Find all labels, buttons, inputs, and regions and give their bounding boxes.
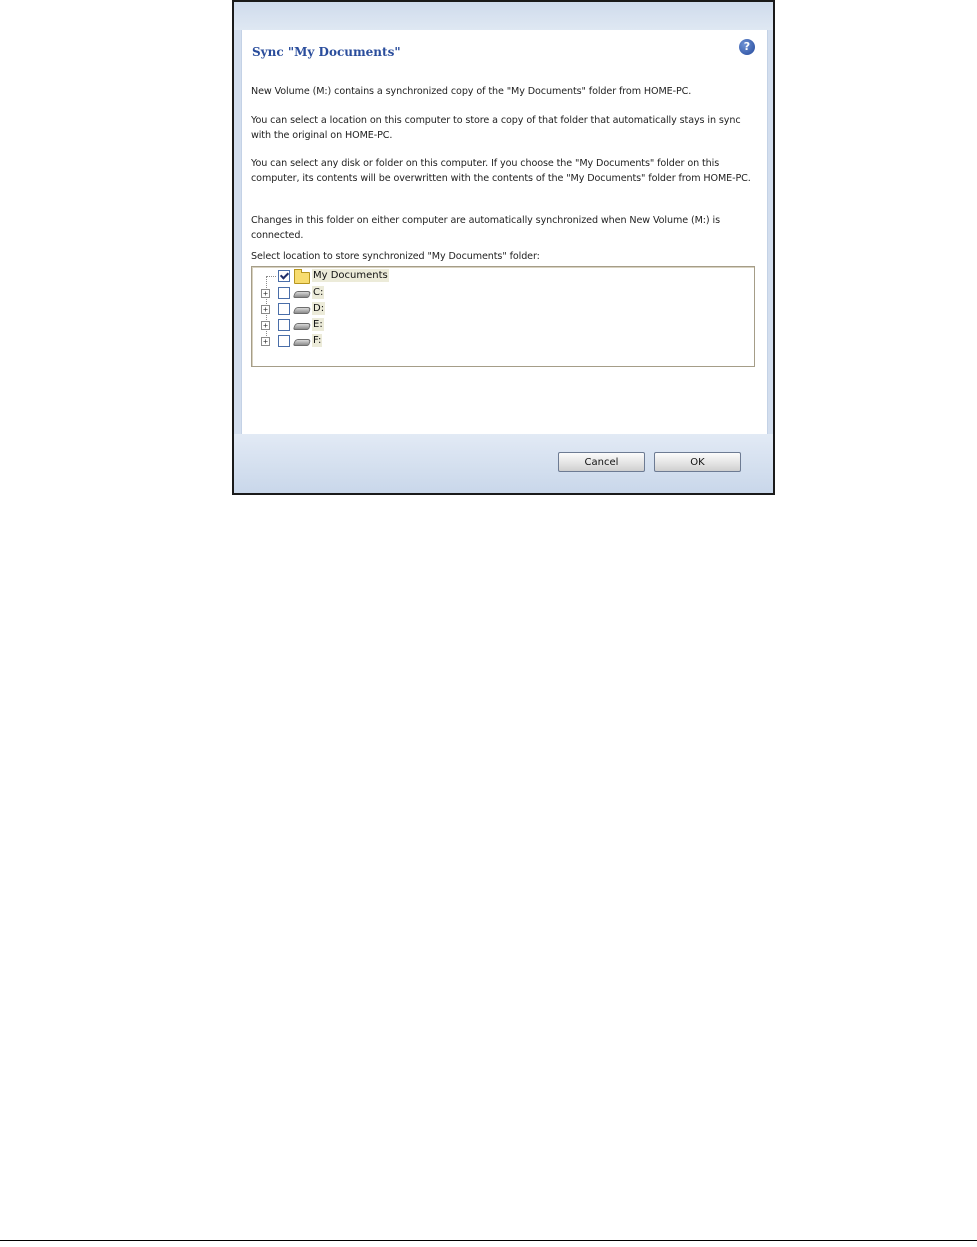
help-icon[interactable]: ?	[739, 39, 755, 55]
dialog-content-panel	[241, 30, 768, 434]
dialog-button-bar	[234, 434, 773, 493]
dialog-title: Sync "My Documents"	[252, 45, 401, 59]
drive-icon	[293, 339, 311, 346]
expand-icon[interactable]: +	[261, 289, 270, 298]
info-paragraph-2: You can select a location on this computer to store a copy of that folder that automatically stays in sync with the original on HOME-PC.	[251, 115, 741, 141]
tree-item-label: C:	[313, 287, 324, 298]
cancel-button[interactable]: Cancel	[558, 452, 645, 472]
ok-button[interactable]: OK	[654, 452, 741, 472]
select-location-label: Select location to store synchronized "My Documents" folder:	[251, 251, 540, 262]
drive-f-checkbox[interactable]	[278, 335, 290, 347]
expand-icon[interactable]: +	[261, 321, 270, 330]
expand-icon[interactable]: +	[261, 337, 270, 346]
expand-icon[interactable]: +	[261, 305, 270, 314]
tree-item-label: My Documents	[313, 270, 388, 281]
info-paragraph-3: You can select any disk or folder on this computer. If you choose the "My Documents" folder on this computer, its contents will be overwritten with the contents of the "My Documents" folder from HOME-PC.	[251, 158, 751, 184]
drive-icon	[293, 307, 311, 314]
tree-item-drive-e[interactable]	[252, 317, 752, 333]
tree-item-label: F:	[313, 335, 322, 346]
tree-item-my-documents[interactable]	[252, 268, 752, 284]
info-paragraph-1: New Volume (M:) contains a synchronized copy of the "My Documents" folder from HOME-PC.	[251, 86, 692, 97]
tree-item-drive-d[interactable]	[252, 301, 752, 317]
drive-c-checkbox[interactable]	[278, 287, 290, 299]
my-documents-checkbox[interactable]	[278, 270, 290, 282]
info-paragraph-4: Changes in this folder on either computer are automatically synchronized when New Volume (M:) is connected.	[251, 215, 720, 241]
tree-item-drive-c[interactable]	[252, 285, 752, 301]
location-tree[interactable]	[251, 266, 755, 367]
dialog-top-bar	[234, 2, 773, 30]
tree-item-label: D:	[313, 303, 325, 314]
tree-item-drive-f[interactable]	[252, 333, 752, 349]
drive-icon	[293, 291, 311, 298]
sync-dialog	[232, 0, 775, 495]
page-bottom-rule	[0, 1240, 977, 1241]
tree-item-label: E:	[313, 319, 323, 330]
drive-icon	[293, 323, 311, 330]
folder-icon	[294, 272, 310, 284]
drive-e-checkbox[interactable]	[278, 319, 290, 331]
drive-d-checkbox[interactable]	[278, 303, 290, 315]
